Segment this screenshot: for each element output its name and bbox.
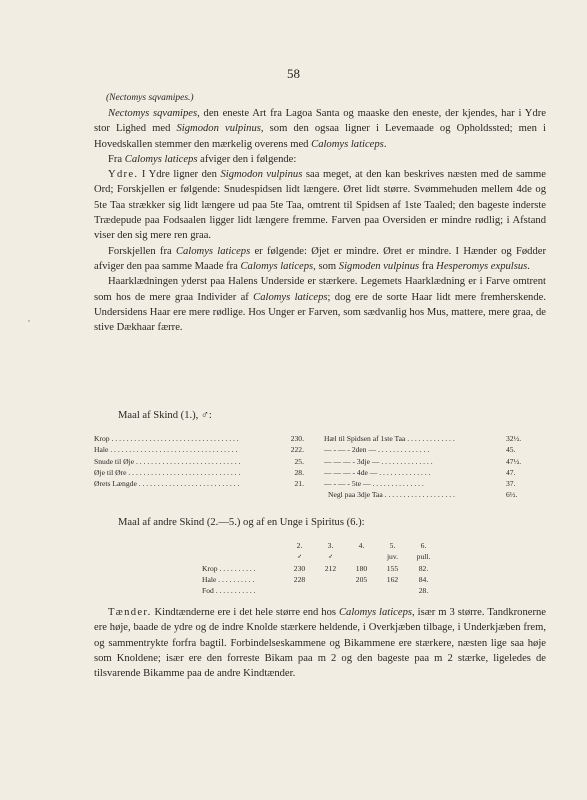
measure2-col-header: 6. xyxy=(420,541,427,550)
measure2-col-header: 5. xyxy=(389,541,396,550)
measure-row xyxy=(324,433,530,444)
measure-row xyxy=(94,433,304,444)
measure-value: 47. xyxy=(506,467,516,477)
measure2-value xyxy=(284,585,315,596)
measure2-value: 28. xyxy=(418,586,429,596)
measure-value: 21. xyxy=(294,479,304,489)
margin-speck: , xyxy=(28,314,30,323)
measure-label: — — — - 3dje — . . . . . . . . . . . . . . xyxy=(324,456,433,466)
measure-row xyxy=(324,456,530,467)
measure-label: Krop . . . . . . . . . . . . . . . . . . . . . . . . . . . . . . . . . . xyxy=(94,434,239,443)
measure2-col-header: 4. xyxy=(358,541,365,550)
measure2-value: 84. xyxy=(418,574,429,584)
measure2-value xyxy=(315,574,346,585)
measure2-label: Hale . . . . . . . . . . xyxy=(202,574,255,584)
measure-row xyxy=(94,467,304,478)
measure-label: Snude til Øje . . . . . . . . . . . . . . . . . . . . . . . . . . . . xyxy=(94,456,241,466)
measure2-corner xyxy=(202,551,284,562)
measure-label: Negl paa 3dje Taa . . . . . . . . . . . . . . . . . . . xyxy=(328,490,455,500)
paragraph-teeth: Tænder. Kindtænderne ere i det hele større end hos Calomys laticeps, især m 3 større. Tandkronerne ere høje, baade de ydre og de indre Knolde stærkere heldende, i Overkjæben tilbage, i Underkjæben frem, og sammentrykte forfra bagtil. Forbindelseskammene og Bikammene ere stærkere, næsten lige saa høje som Knoldene; især ere den forreste Bikam paa m 2 og den bageste paa m 2 stærke, ligeledes de tilsvarende Bikamme paa de andre Kindtænder. xyxy=(94,607,547,680)
measure2-label: Fod . . . . . . . . . . . xyxy=(202,586,256,596)
measure-label: — - — - 5te — . . . . . . . . . . . . . . xyxy=(324,479,424,489)
measure2-value: 155 xyxy=(386,563,399,573)
measure2-value xyxy=(377,585,408,596)
measure2-col-header: 3. xyxy=(327,541,334,550)
measure-row xyxy=(324,489,530,500)
measure2-corner xyxy=(202,540,284,551)
measure2-row xyxy=(202,574,439,585)
measure1-left-table xyxy=(94,433,304,489)
measure2-heading: Maal af andre Skind (2.—5.) og af en Unge i Spiritus (6.): xyxy=(118,517,365,528)
measure2-value: 180 xyxy=(355,563,368,573)
measure2-row xyxy=(202,563,439,574)
measure2-sex xyxy=(346,551,377,562)
measure-value: 47½. xyxy=(506,456,522,466)
measure-value: 230. xyxy=(290,434,304,443)
main-text-top xyxy=(94,106,546,335)
measure-label: Hæl til Spidsen af 1ste Taa . . . . . . . . . . . . . xyxy=(324,434,455,443)
measure-label: Hale . . . . . . . . . . . . . . . . . . . . . . . . . . . . . . . . . . xyxy=(94,445,238,455)
main-text-bottom xyxy=(94,605,546,681)
measure-label: Ørets Længde . . . . . . . . . . . . . . . . . . . . . . . . . . . xyxy=(94,479,240,489)
measure2-value xyxy=(315,585,346,596)
measure2-label: Krop . . . . . . . . . . xyxy=(202,563,256,573)
running-head: (Nectomys sqvamipes.) xyxy=(106,93,194,103)
measure2-value: 228 xyxy=(293,574,306,584)
measure2-value: 230 xyxy=(293,563,306,573)
paragraph-exterior: Ydre. I Ydre ligner den Sigmodon vulpinus saa meget, at den kan beskrives næsten med de samme Ord; Forskjellen er følgende: Snudespidsen lidt længere. Øret lidt større. Svømmehuden mellem 4de og 5te Taa strækker sig lidt længere ud paa 5te Taa, omtrent til Spidsen af 1ste Taaled; den bageste inderste Trædepude paa Fodsaalen ligger lidt længere fremme. Farven paa Oversiden er mindre rødlig; i Afstand viser den sig mere ren graa. xyxy=(94,169,546,242)
measure2-row xyxy=(202,585,439,596)
measure2-header-row xyxy=(202,540,439,551)
measure2-sex-row xyxy=(202,551,439,562)
measure2-sex: juv. xyxy=(386,552,399,562)
measure2-sex: ♂ xyxy=(296,552,303,562)
measure2-value: 205 xyxy=(355,574,368,584)
measure-label: — - — - 2den — . . . . . . . . . . . . . . xyxy=(324,445,430,455)
measure2-sex: pull. xyxy=(416,552,431,562)
measure-value: 28. xyxy=(294,467,304,477)
measure2-sex: ♂ xyxy=(327,552,334,562)
measure-row xyxy=(324,478,530,489)
measure-label: — — — - 4de — . . . . . . . . . . . . . . xyxy=(324,467,431,477)
measure-label: Øje til Øre . . . . . . . . . . . . . . . . . . . . . . . . . . . . . . xyxy=(94,467,241,477)
measure2-table xyxy=(202,540,439,596)
measure-value: 25. xyxy=(294,456,304,466)
measure-row xyxy=(94,444,304,455)
measure-row xyxy=(324,467,530,478)
page-number: 58 xyxy=(287,66,300,81)
measure1-right-table xyxy=(324,433,530,501)
measure1-heading: Maal af Skind (1.), ♂: xyxy=(118,410,212,421)
measure-row xyxy=(94,456,304,467)
measure2-value xyxy=(346,585,377,596)
measure-row xyxy=(324,444,530,455)
paragraph-difference: Forskjellen fra Calomys laticeps er følgende: Øjet er mindre. Øret er mindre. I Hænder og Fødder afviger den paa samme Maade fra Calomys laticeps, som Sigmoden vulpinus fra Hesperomys expulsus. xyxy=(94,245,546,272)
paragraph-intro: Nectomys sqvamipes, den eneste Art fra Lagoa Santa og maaske den eneste, der kjendes, har i Ydre stor Lighed med Sigmodon vulpinus, som den ogsaa ligner i Levemaade og Opholdssted; men i Hovedskallen stemmer den mærkelig overens med Calomys laticeps. xyxy=(94,108,546,150)
measure2-value: 162 xyxy=(386,574,399,584)
measure-value: 6½. xyxy=(506,490,518,500)
paragraph-hair: Haarklædningen yderst paa Halens Underside er stærkere. Legemets Haarklædning er i Farve omtrent som hos de mere graa Individer af Calomys laticeps; dog ere de sorte Haar lidt mere fremherskende. Undersidens Haar ere mere rødlige. Hos Unger er Farven, som sædvanlig hos Mus, mattere, mere graa, de stive Dækhaar færre. xyxy=(94,276,546,334)
measure-row xyxy=(94,478,304,489)
paragraph-differs: Fra Calomys laticeps afviger den i følgende: xyxy=(108,153,297,165)
measure2-value: 82. xyxy=(418,563,429,573)
measure-value: 222. xyxy=(290,445,304,455)
measure2-col-header: 2. xyxy=(296,541,303,550)
measure-value: 37. xyxy=(506,479,516,489)
measure-value: 45. xyxy=(506,445,516,455)
measure2-value: 212 xyxy=(324,563,337,573)
measure-value: 32½. xyxy=(506,434,522,443)
